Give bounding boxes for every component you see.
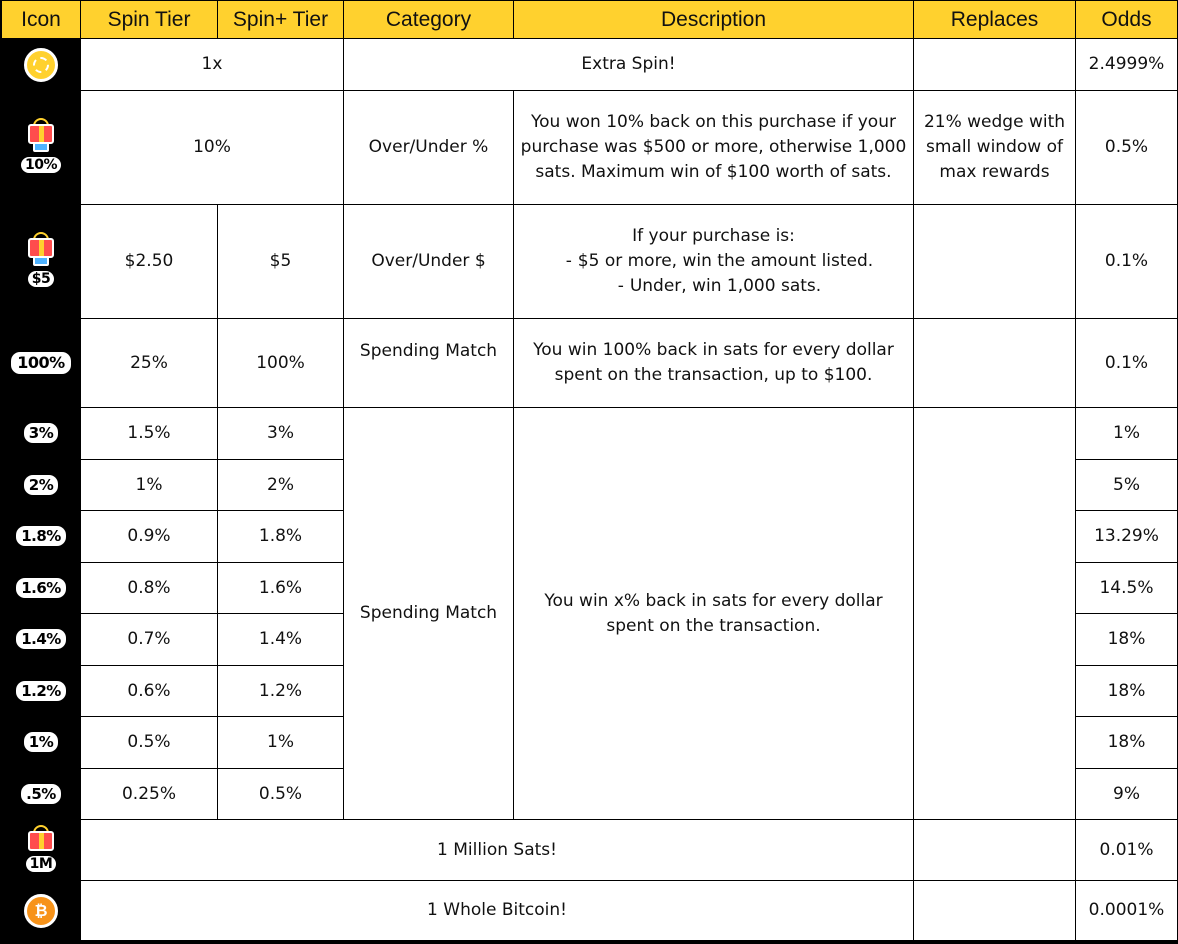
badge-3-percent-icon: 3%: [24, 423, 58, 443]
icon-cell: [2, 563, 81, 614]
row-extra-spin: [2, 39, 1178, 91]
icon-cell: [2, 205, 81, 319]
category-cell: Over/Under $: [344, 205, 514, 319]
description-cell: You win 100% back in sats for every dollar spent on the transaction, up to $100.: [514, 319, 914, 408]
spin-plus-tier-cell: 1.8%: [218, 511, 344, 563]
description-cell: [514, 205, 914, 319]
description-cell: Extra Spin!: [344, 39, 914, 91]
odds-cell: 0.1%: [1076, 205, 1178, 319]
bitcoin-coin-icon: ₿: [24, 894, 58, 928]
icon-cell: [2, 91, 81, 205]
spin-tier-cell: 0.8%: [81, 563, 218, 614]
icon-cell: [2, 319, 81, 408]
badge-1-6-percent-icon: 1.6%: [16, 578, 66, 598]
icon-cell: [2, 614, 81, 666]
spin-plus-tier-cell: 1%: [218, 717, 344, 769]
odds-cell: 14.5%: [1076, 563, 1178, 614]
icon-label: 10%: [21, 157, 61, 173]
table-row: [2, 408, 1178, 460]
badge-1-4-percent-icon: 1.4%: [16, 629, 66, 649]
spin-plus-tier-cell: 0.5%: [218, 769, 344, 820]
row-whole-bitcoin: [2, 881, 1178, 941]
replaces-cell: 21% wedge with small window of max rewards: [914, 91, 1076, 205]
header-icon: Icon: [2, 1, 81, 39]
odds-cell: 2.4999%: [1076, 39, 1178, 91]
spin-tier-cell: 0.7%: [81, 614, 218, 666]
badge-2-percent-icon: 2%: [24, 475, 58, 495]
spin-tier-cell: 0.5%: [81, 717, 218, 769]
spin-tier-cell: 25%: [81, 319, 218, 408]
odds-cell: 18%: [1076, 717, 1178, 769]
category-cell: Spending Match: [344, 319, 514, 408]
icon-cell: [2, 717, 81, 769]
replaces-cell: [914, 39, 1076, 91]
spin-plus-tier-cell: 1.6%: [218, 563, 344, 614]
icon-cell: [2, 820, 81, 881]
icon-cell: [2, 769, 81, 820]
description-cell: You won 10% back on this purchase if your purchase was $500 or more, otherwise 1,000 sats. Maximum win of $100 worth of sats.: [514, 91, 914, 205]
replaces-cell: [914, 820, 1076, 881]
gift-1m-icon: [20, 825, 62, 876]
odds-cell: 0.1%: [1076, 319, 1178, 408]
tier-cell: 10%: [81, 91, 344, 205]
header-odds: Odds: [1076, 1, 1178, 39]
icon-label: $5: [28, 271, 54, 287]
category-cell: Spending Match: [344, 408, 514, 820]
icon-label: 1M: [26, 856, 57, 872]
header-row: [2, 1, 1178, 39]
header-spin-plus-tier: Spin+ Tier: [218, 1, 344, 39]
header-description: Description: [514, 1, 914, 39]
odds-cell: 13.29%: [1076, 511, 1178, 563]
spin-tier-cell: 0.25%: [81, 769, 218, 820]
row-over-under-dollar: [2, 205, 1178, 319]
icon-cell: [2, 460, 81, 511]
spin-plus-tier-cell: $5: [218, 205, 344, 319]
odds-cell: 0.5%: [1076, 91, 1178, 205]
replaces-cell: [914, 881, 1076, 941]
gift-5-dollar-icon: [20, 232, 62, 291]
replaces-cell: [914, 319, 1076, 408]
odds-cell: 18%: [1076, 614, 1178, 666]
replaces-cell: [914, 408, 1076, 820]
spin-plus-tier-cell: 1.2%: [218, 666, 344, 717]
odds-cell: 9%: [1076, 769, 1178, 820]
badge-0-5-percent-icon: .5%: [21, 784, 61, 804]
spin-tier-cell: 1%: [81, 460, 218, 511]
row-over-under-percent: [2, 91, 1178, 205]
description-list: [520, 249, 907, 299]
description-intro: If your purchase is:: [632, 226, 795, 246]
spin-tier-cell: 1.5%: [81, 408, 218, 460]
prize-odds-table: [1, 0, 1178, 941]
row-spending-match-100: [2, 319, 1178, 408]
header-category: Category: [344, 1, 514, 39]
spin-plus-tier-cell: 100%: [218, 319, 344, 408]
tier-cell: 1x: [81, 39, 344, 91]
spin-tier-cell: 0.6%: [81, 666, 218, 717]
replaces-cell: [914, 205, 1076, 319]
icon-cell: [2, 666, 81, 717]
odds-cell: 0.01%: [1076, 820, 1178, 881]
odds-cell: 0.0001%: [1076, 881, 1178, 941]
spin-tier-cell: $2.50: [81, 205, 218, 319]
badge-1-percent-icon: 1%: [24, 732, 58, 752]
spin-plus-tier-cell: 2%: [218, 460, 344, 511]
odds-cell: 5%: [1076, 460, 1178, 511]
header-spin-tier: Spin Tier: [81, 1, 218, 39]
icon-cell: [2, 39, 81, 91]
header-replaces: Replaces: [914, 1, 1076, 39]
spin-plus-tier-cell: 3%: [218, 408, 344, 460]
spin-plus-tier-cell: 1.4%: [218, 614, 344, 666]
description-cell: 1 Whole Bitcoin!: [81, 881, 914, 941]
odds-cell: 18%: [1076, 666, 1178, 717]
badge-100-percent-icon: 100%: [11, 352, 70, 374]
description-cell: 1 Million Sats!: [81, 820, 914, 881]
icon-cell: [2, 511, 81, 563]
row-million-sats: [2, 820, 1178, 881]
category-cell: Over/Under %: [344, 91, 514, 205]
odds-cell: 1%: [1076, 408, 1178, 460]
spin-tier-cell: 0.9%: [81, 511, 218, 563]
description-cell: You win x% back in sats for every dollar spent on the transaction.: [514, 408, 914, 820]
icon-cell: [2, 881, 81, 941]
badge-1-2-percent-icon: 1.2%: [16, 681, 66, 701]
badge-1-8-percent-icon: 1.8%: [16, 526, 66, 546]
icon-cell: [2, 408, 81, 460]
list-item: - Under, win 1,000 sats.: [617, 276, 822, 296]
list-item: - $5 or more, win the amount listed.: [565, 251, 874, 271]
gift-10-percent-icon: [20, 118, 62, 177]
gold-coin-icon: [24, 48, 58, 82]
